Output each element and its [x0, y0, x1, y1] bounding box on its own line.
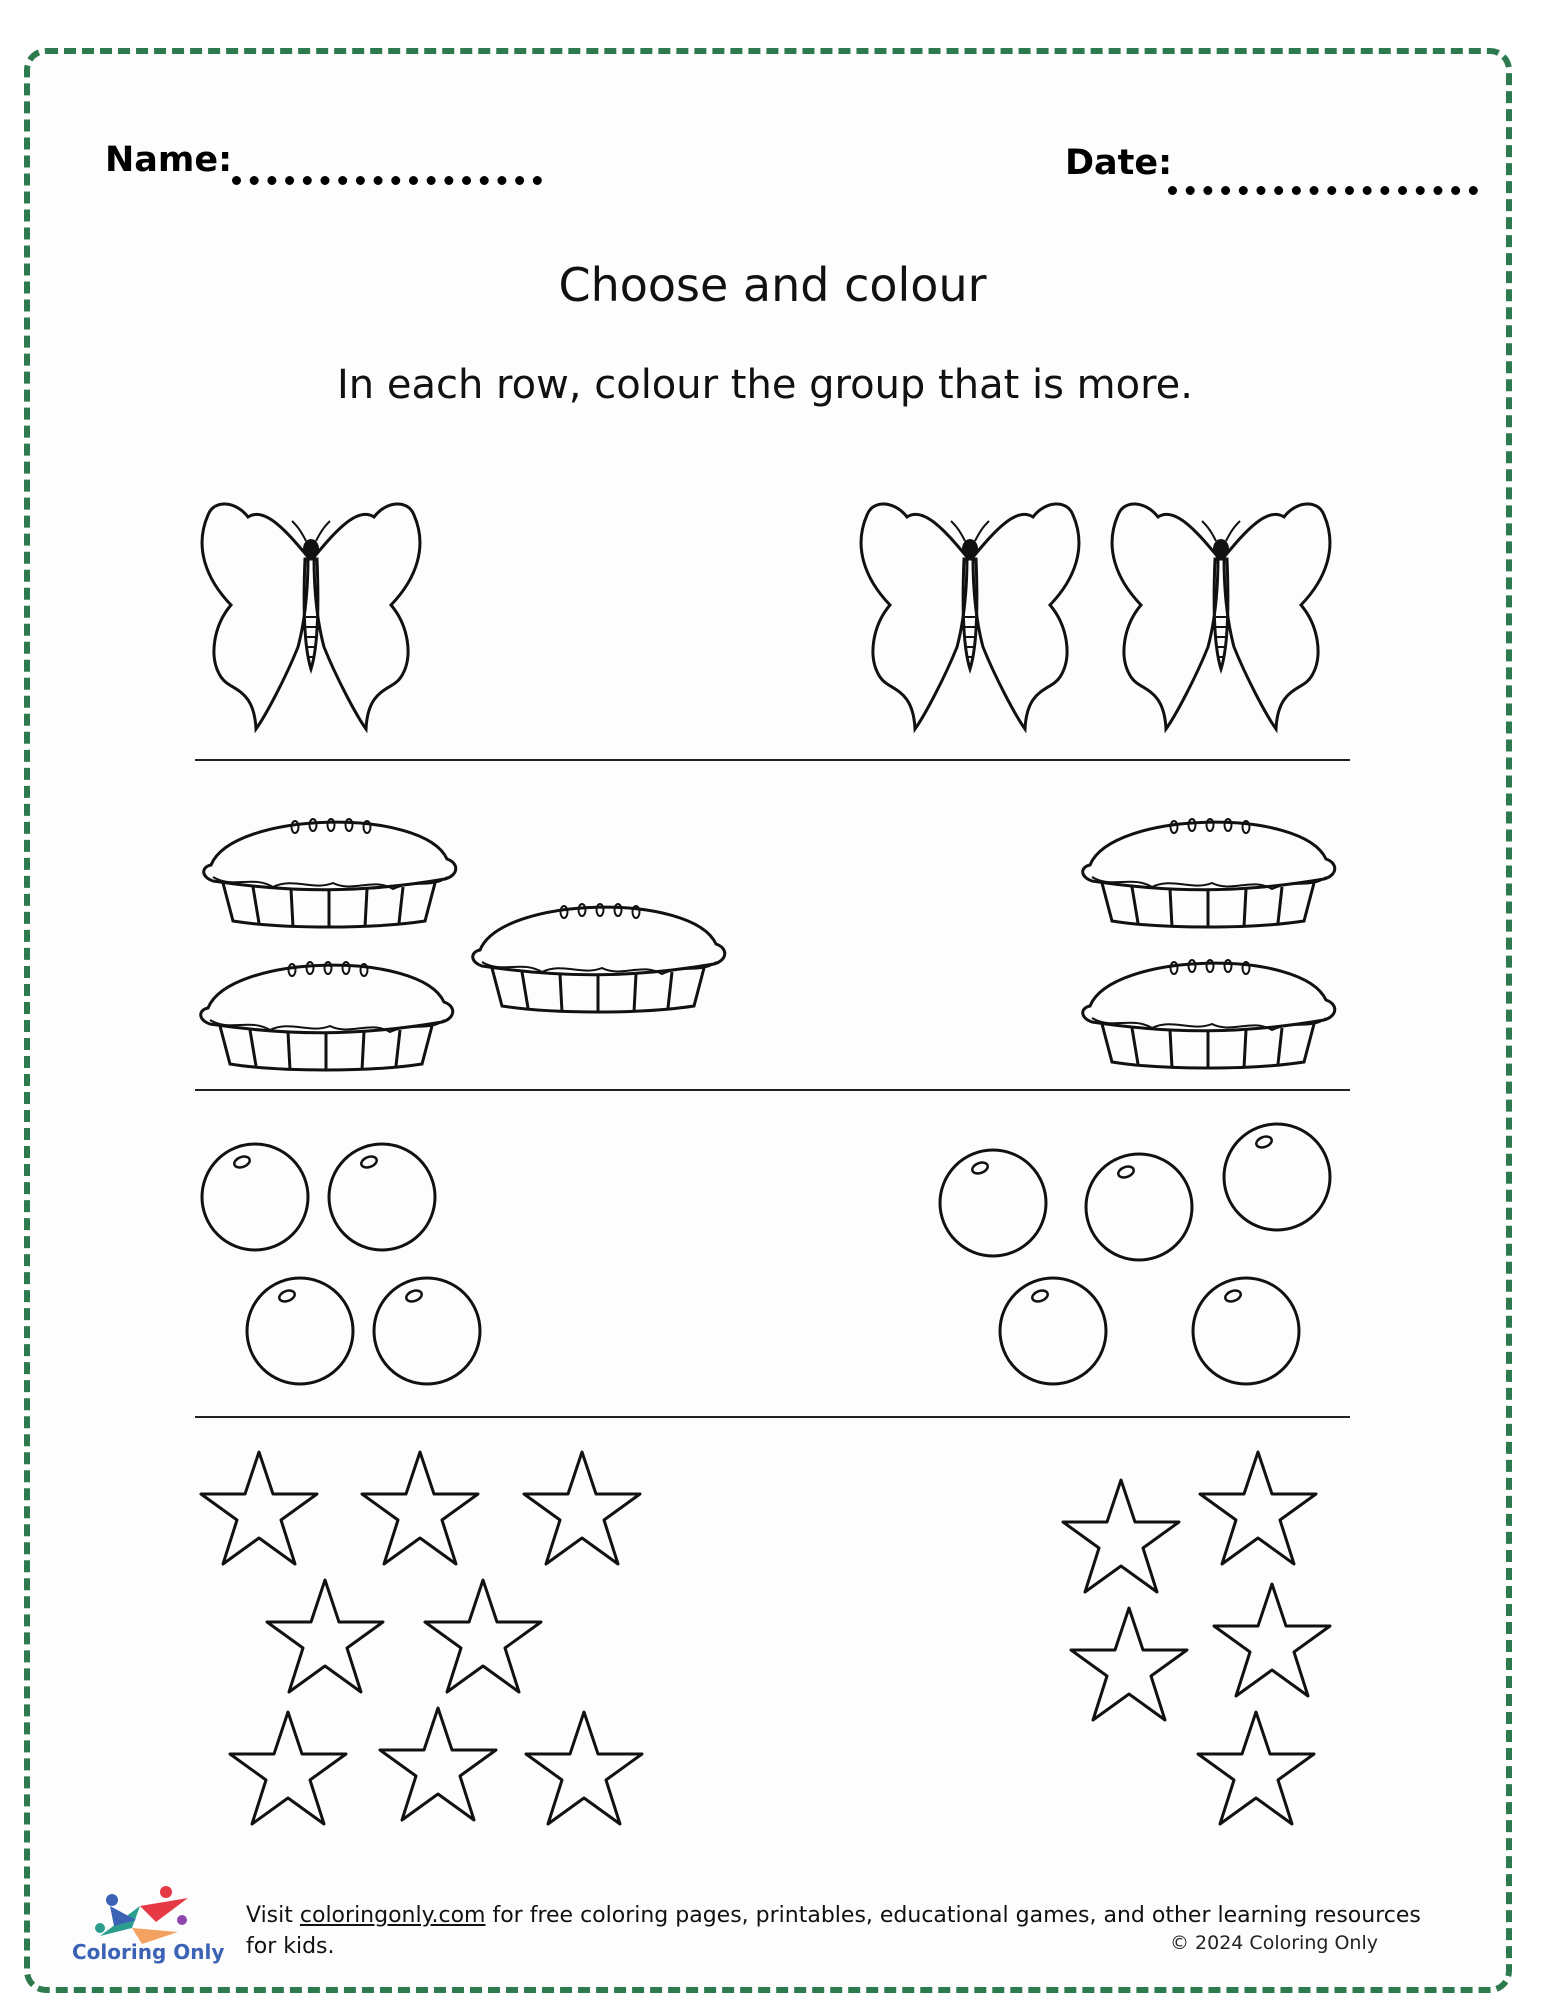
star-icon[interactable]	[423, 1576, 543, 1696]
butterfly-icon[interactable]	[855, 497, 1085, 732]
ball-icon[interactable]	[998, 1276, 1108, 1386]
row-divider	[195, 1089, 1350, 1091]
ball-icon[interactable]	[245, 1276, 355, 1386]
star-icon[interactable]	[1196, 1708, 1316, 1828]
page-title: Choose and colour	[558, 258, 987, 312]
ball-icon[interactable]	[372, 1276, 482, 1386]
date-line[interactable]	[1168, 186, 1478, 195]
ball-icon[interactable]	[1084, 1152, 1194, 1262]
star-icon[interactable]	[1061, 1476, 1181, 1596]
ball-icon[interactable]	[938, 1148, 1048, 1258]
ball-icon[interactable]	[200, 1142, 310, 1252]
star-icon[interactable]	[265, 1576, 385, 1696]
star-icon[interactable]	[360, 1448, 480, 1568]
butterfly-icon[interactable]	[1106, 497, 1336, 732]
butterfly-icon[interactable]	[196, 497, 426, 732]
star-icon[interactable]	[228, 1708, 348, 1828]
ball-icon[interactable]	[1191, 1276, 1301, 1386]
pie-icon[interactable]	[1082, 938, 1336, 1074]
star-icon[interactable]	[1069, 1604, 1189, 1724]
date-label: Date:	[1065, 143, 1173, 183]
footer-rest: for free coloring pages, printables, educational games, and other learning resources for kids.	[246, 1903, 1421, 1959]
row-divider	[195, 1416, 1350, 1418]
star-icon[interactable]	[1198, 1448, 1318, 1568]
star-icon[interactable]	[522, 1448, 642, 1568]
footer-link[interactable]: coloringonly.com	[299, 1903, 486, 1928]
pie-icon[interactable]	[200, 940, 454, 1076]
row-divider	[195, 759, 1350, 761]
instruction-text: In each row, colour the group that is more.	[337, 362, 1193, 408]
pie-icon[interactable]	[203, 797, 457, 933]
footer-visit: Visit	[246, 1903, 293, 1928]
name-label: Name:	[105, 140, 233, 180]
logo-text: Coloring Only	[72, 1940, 225, 1964]
ball-icon[interactable]	[327, 1142, 437, 1252]
pie-icon[interactable]	[472, 882, 726, 1018]
star-icon[interactable]	[1212, 1580, 1332, 1700]
pie-icon[interactable]	[1082, 797, 1336, 933]
star-icon[interactable]	[524, 1708, 644, 1828]
copyright-text: © 2024 Coloring Only	[1170, 1932, 1378, 1954]
star-icon[interactable]	[378, 1704, 498, 1824]
name-line[interactable]	[232, 176, 542, 185]
ball-icon[interactable]	[1222, 1122, 1332, 1232]
star-icon[interactable]	[199, 1448, 319, 1568]
